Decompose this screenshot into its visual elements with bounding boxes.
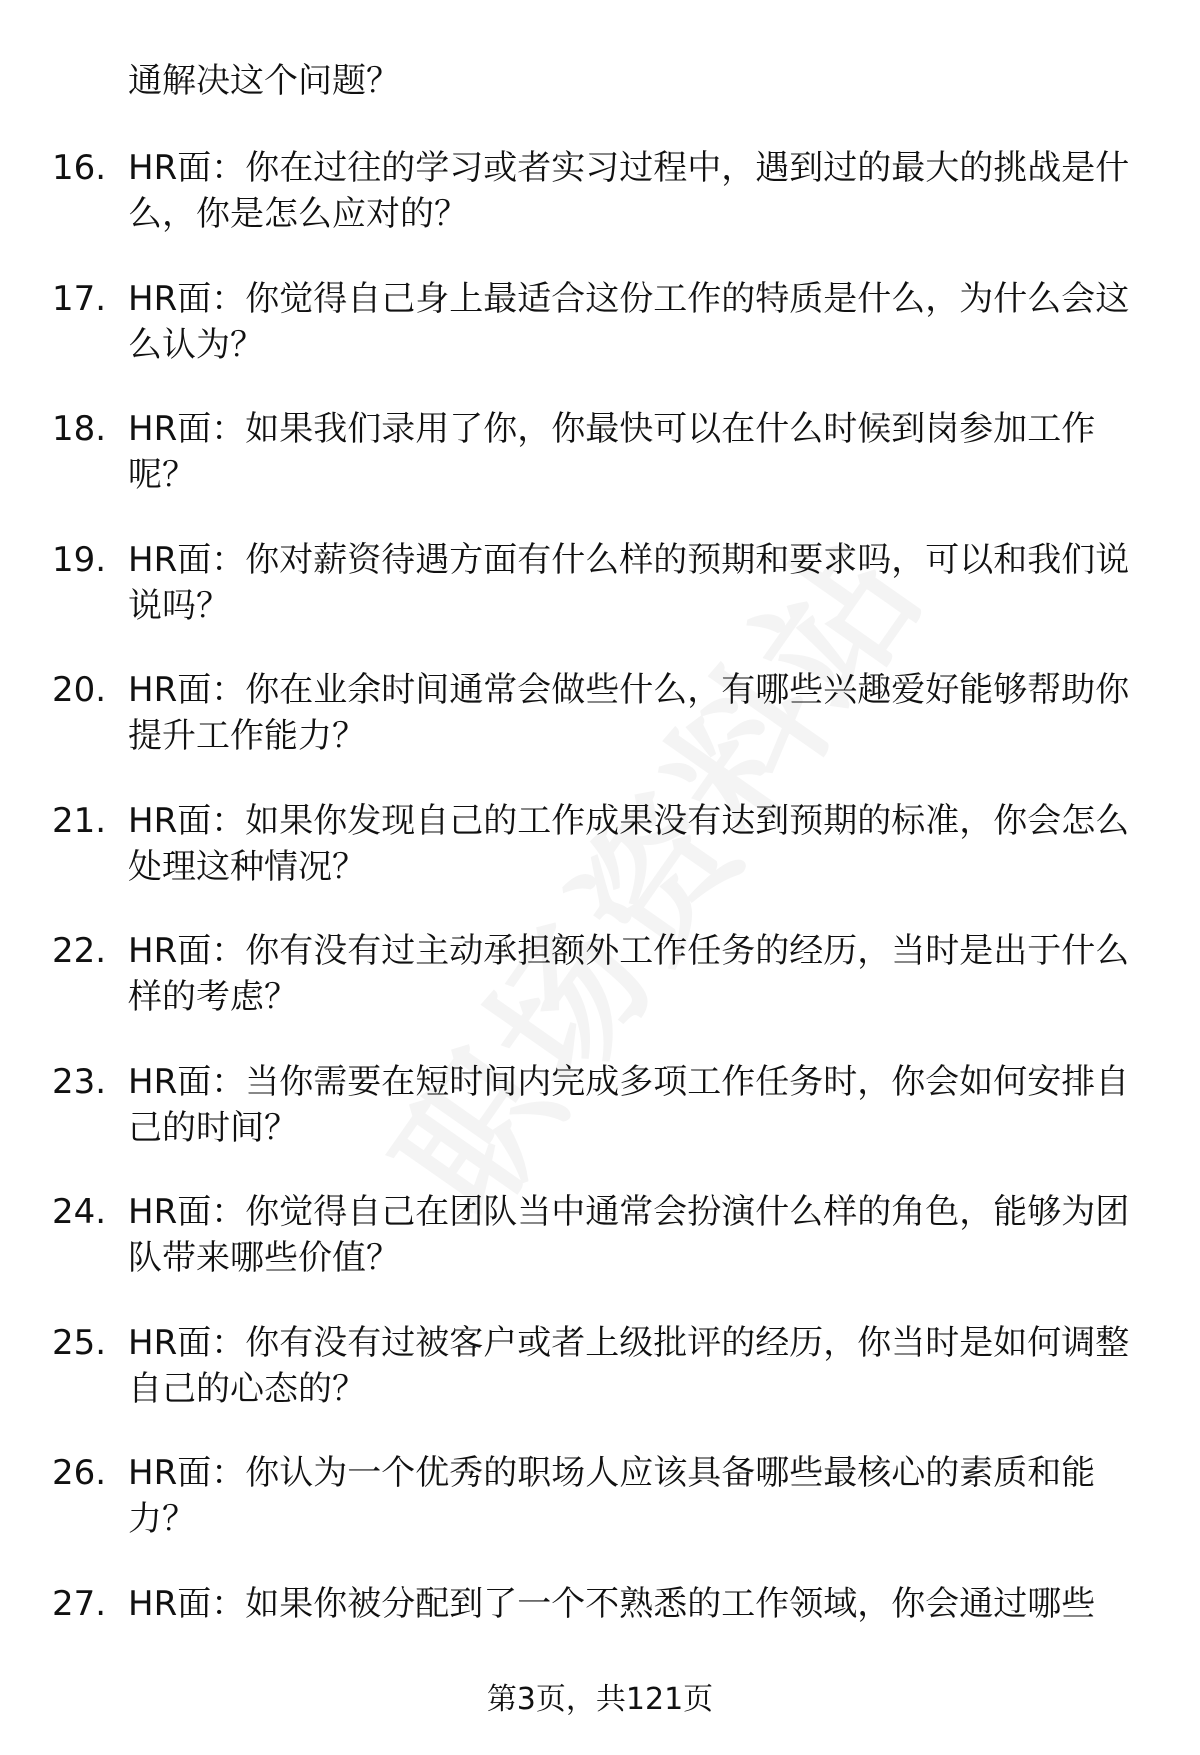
question-number: 18. [52,409,107,449]
question-text: HR面：你觉得自己在团队当中通常会扮演什么样的角色，能够为团队带来哪些价值？ [128,1192,1130,1278]
question-text: HR面：你对薪资待遇方面有什么样的预期和要求吗，可以和我们说说吗？ [128,539,1130,626]
question-text: HR面：当你需要在短时间内完成多项工作任务时，你会如何安排自己的时间？ [128,1061,1130,1148]
question-text: HR面：如果你被分配到了一个不熟悉的工作领域，你会通过哪些 [128,1583,1096,1624]
list-item [0,798,1200,929]
list-item [0,406,1200,537]
question-number: 23. [52,1061,107,1102]
question-number: 17. [52,278,107,319]
list-item [0,1059,1200,1190]
question-text: HR面：你认为一个优秀的职场人应该具备哪些最核心的素质和能力？ [128,1453,1096,1539]
question-text: HR面：你在业余时间通常会做些什么，有哪些兴趣爱好能够帮助你提升工作能力？ [128,670,1130,756]
list-item [0,1189,1200,1320]
list-item [0,928,1200,1059]
list-item [0,276,1200,407]
question-number: 27. [52,1583,107,1624]
question-number: 22. [52,931,107,971]
question-list [0,145,1200,1711]
question-text: HR面：你有没有过主动承担额外工作任务的经历，当时是出于什么样的考虑？ [128,931,1130,1017]
question-number: 26. [52,1453,107,1493]
question-text: HR面：你在过往的学习或者实习过程中，遇到过的最大的挑战是什么，你是怎么应对的？ [128,148,1130,234]
question-text: HR面：如果你发现自己的工作成果没有达到预期的标准，你会怎么处理这种情况？ [128,800,1130,887]
list-item [0,667,1200,798]
question-text: HR面：你觉得自己身上最适合这份工作的特质是什么，为什么会这么认为？ [128,278,1130,365]
question-number: 20. [52,670,107,710]
list-item [0,145,1200,276]
list-item [0,1450,1200,1581]
question-number: 25. [52,1322,107,1363]
list-item [0,537,1200,668]
question-number: 16. [52,148,107,188]
page-footer: 第3页，共121页 [486,1682,714,1717]
question-number: 21. [52,800,107,841]
list-item [0,1320,1200,1451]
question-number: 24. [52,1192,107,1232]
question-number: 19. [52,539,107,580]
question-text: HR面：你有没有过被客户或者上级批评的经历，你当时是如何调整自己的心态的？ [128,1322,1130,1409]
question-text: HR面：如果我们录用了你，你最快可以在什么时候到岗参加工作呢？ [128,409,1096,495]
continued-question-text: 通解决这个问题？ [128,61,400,101]
